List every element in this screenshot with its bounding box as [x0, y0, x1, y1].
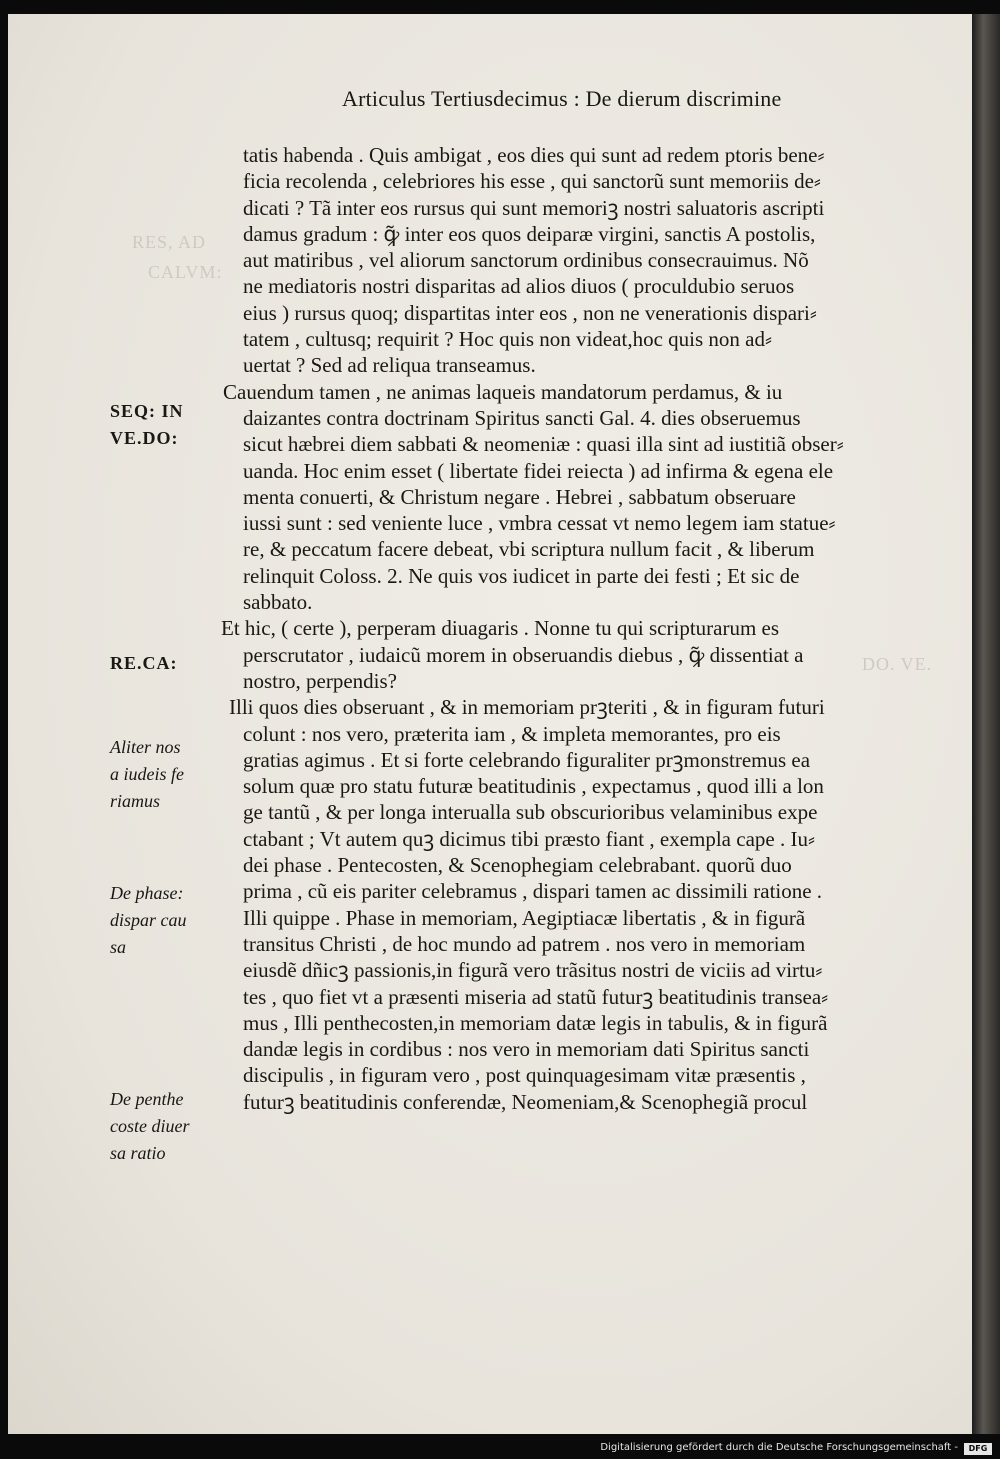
show-through-text-2: CALVM: — [148, 262, 223, 282]
text-line: relinquit Coloss. 2. Ne quis vos iudicet in parte dei festi ; Et sic de — [243, 563, 800, 588]
text-line: tatem , cultusq; requirit ? Hoc quis non videat,hoc quis non ad⸗ — [243, 327, 772, 352]
text-line: Illi quippe . Phase in memoriam, Aegiptiacæ libertatis , & in figurã — [243, 905, 806, 930]
running-header: Articulus Tertiusdecimus : De dierum discrimine — [342, 86, 782, 111]
text-line: damus gradum : ꝙ̃ inter eos quos deiparæ virgini, sanctis A postolis, — [243, 221, 816, 246]
footer-bar — [0, 1440, 1000, 1459]
text-line: solum quæ pro statu futuræ beatitudinis , expectamus , quod illi a lon — [243, 774, 824, 799]
text-line: dei phase . Pentecosten, & Scenophegiam celebrabant. quorũ duo — [243, 853, 792, 878]
text-line: iussi sunt : sed veniente luce , vmbra cessat vt nemo legem iam statue⸗ — [243, 511, 836, 536]
text-line: ctabant ; Vt autem quꝫ dicimus tibi præsto fiant , exempla cape . Iu⸗ — [243, 826, 815, 851]
text-line: aut matiribus , vel aliorum sanctorum ordinibus consecrauimus. Nõ — [243, 248, 809, 273]
margin-note-seq-in: SEQ: IN VE.DO: — [110, 401, 184, 448]
text-line: transitus Christi , de hoc mundo ad patrem . nos vero in memoriam — [243, 931, 806, 956]
text-line: nostro, perpendis? — [243, 668, 397, 693]
text-line: futurꝫ beatitudinis conferendæ, Neomeniam,& Scenophegiã procul — [243, 1089, 808, 1114]
text-line: Et hic, ( certe ), perperam diuagaris . Nonne tu qui scripturarum es — [221, 616, 780, 641]
margin-note-phase: De phase: dispar cau sa — [110, 883, 187, 957]
text-line: sabbato. — [243, 590, 313, 615]
text-line: gratias agimus . Et si forte celebrando figuraliter prꝫmonstremus ea — [243, 747, 811, 772]
text-line: menta conuerti, & Christum negare . Hebrei , sabbatum obseruare — [243, 484, 796, 509]
page-edge — [972, 14, 1000, 1434]
margin-note-penthecoste: De penthe coste diuer sa ratio — [110, 1089, 190, 1163]
show-through-text-3: DO. VE. — [862, 654, 933, 674]
funding-notice: Digitalisierung gefördert durch die Deutsche Forschungsgemeinschaft - — [600, 1442, 958, 1453]
text-line: dicati ? Tã inter eos rursus qui sunt memoriꝫ nostri saluatoris ascripti — [243, 195, 825, 220]
text-line: ne mediatoris nostri disparitas ad alios diuos ( proculdubio seruos — [243, 274, 795, 299]
dfg-logo: DFG — [964, 1443, 992, 1455]
text-line: Cauendum tamen , ne animas laqueis mandatorum perdamus, & iu — [223, 379, 783, 404]
text-line: uertat ? Sed ad reliqua transeamus. — [243, 353, 536, 378]
text-line: Illi quos dies obseruant , & in memoriam prꝫteriti , & in figuram futuri — [229, 695, 825, 720]
text-line: colunt : nos vero, præterita iam , & impleta memorantes, pro eis — [243, 721, 781, 746]
text-line: ficia recolenda , celebriores his esse , qui sanctorũ sunt memoriis de⸗ — [243, 169, 821, 194]
text-line: mus , Illi penthecosten,in memoriam datæ legis in tabulis, & in figurã — [243, 1010, 828, 1035]
text-line: ge tantũ , & per longa interualla sub obscurioribus velaminibus expe — [243, 800, 818, 825]
text-line: daizantes contra doctrinam Spiritus sancti Gal. 4. dies obseruemus — [243, 405, 801, 430]
text-line: uanda. Hoc enim esset ( libertate fidei reiecta ) ad infirma & egena ele — [243, 458, 834, 483]
margin-note-re-ca: RE.CA: — [110, 653, 178, 673]
text-line: eius ) rursus quoq; dispartitas inter eos , non ne venerationis dispari⸗ — [243, 300, 817, 325]
main-text-block — [221, 142, 963, 1115]
text-line: tatis habenda . Quis ambigat , eos dies qui sunt ad redem ptoris bene⸗ — [243, 143, 825, 167]
show-through-text-1: RES, AD — [132, 232, 207, 252]
text-line: discipulis , in figuram vero , post quinquagesimam vitæ præsentis , — [243, 1063, 806, 1088]
margin-note-aliter: Aliter nos a iudeis fe riamus — [110, 737, 184, 811]
text-line: dandæ legis in cordibus : nos vero in memoriam dati Spiritus sancti — [243, 1037, 810, 1062]
text-line: eiusdẽ dñicꝫ passionis,in figurã vero trãsitus nostri de viciis ad virtu⸗ — [243, 958, 823, 983]
text-line: re, & peccatum facere debeat, vbi scriptura nullum facit , & liberum — [243, 537, 815, 562]
text-line: prima , cũ eis pariter celebramus , dispari tamen ac dissimili ratione . — [243, 879, 823, 904]
text-line: perscrutator , iudaicũ morem in obseruandis diebus , ꝙ̃ dissentiat a — [243, 642, 804, 667]
text-line: sicut hæbrei diem sabbati & neomeniæ : quasi illa sint ad iustitiã obser⸗ — [243, 432, 844, 457]
text-line: tes , quo fiet vt a præsenti miseria ad statũ futurꝫ beatitudinis transea⸗ — [243, 984, 829, 1009]
